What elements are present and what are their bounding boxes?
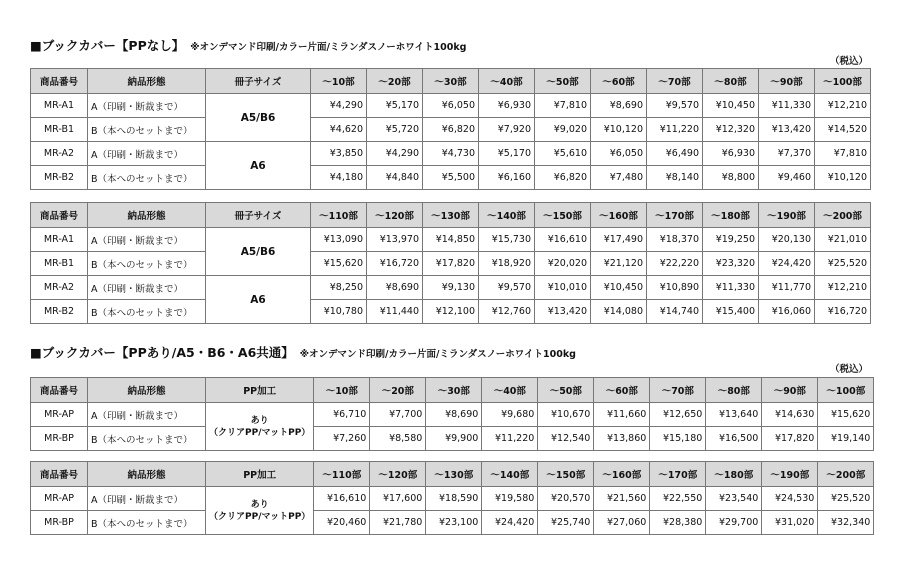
price-cell: ¥8,800 bbox=[703, 166, 759, 190]
delivery-type: A（印刷・断裁まで） bbox=[88, 403, 206, 427]
column-header: 納品形態 bbox=[88, 69, 206, 94]
price-cell: ¥23,320 bbox=[703, 252, 759, 276]
section-note: ※オンデマンド印刷/カラー片面/ミランダスノーホワイト100kg bbox=[190, 42, 467, 53]
product-code: MR-B1 bbox=[31, 252, 88, 276]
delivery-type: B（本へのセットまで） bbox=[88, 511, 206, 535]
size-group-cell bbox=[206, 487, 314, 535]
price-cell: ¥15,180 bbox=[650, 427, 706, 451]
price-cell: ¥7,920 bbox=[479, 118, 535, 142]
product-code: MR-B2 bbox=[31, 300, 88, 324]
column-header: 商品番号 bbox=[31, 378, 88, 403]
price-cell: ¥3,850 bbox=[311, 142, 367, 166]
column-header: ～20部 bbox=[370, 378, 426, 403]
column-header: ～60部 bbox=[591, 69, 647, 94]
price-cell: ¥10,450 bbox=[703, 94, 759, 118]
column-header: ～40部 bbox=[479, 69, 535, 94]
column-header: ～70部 bbox=[647, 69, 703, 94]
price-cell: ¥13,090 bbox=[311, 228, 367, 252]
price-cell: ¥19,580 bbox=[482, 487, 538, 511]
price-cell: ¥18,920 bbox=[479, 252, 535, 276]
column-header: ～130部 bbox=[423, 203, 479, 228]
column-header: PP加工 bbox=[206, 378, 314, 403]
price-cell: ¥16,610 bbox=[535, 228, 591, 252]
column-header: ～60部 bbox=[594, 378, 650, 403]
column-header: ～80部 bbox=[703, 69, 759, 94]
product-code: MR-BP bbox=[31, 511, 88, 535]
section-title-text: ■ブックカバー【PPあり/A5・B6・A6共通】 bbox=[30, 345, 294, 360]
delivery-type: B（本へのセットまで） bbox=[88, 300, 206, 324]
price-cell: ¥11,220 bbox=[482, 427, 538, 451]
price-cell: ¥11,770 bbox=[759, 276, 815, 300]
size-group-cell bbox=[206, 94, 311, 142]
price-cell: ¥25,740 bbox=[538, 511, 594, 535]
column-header: ～40部 bbox=[482, 378, 538, 403]
price-cell: ¥4,730 bbox=[423, 142, 479, 166]
price-cell: ¥23,540 bbox=[706, 487, 762, 511]
delivery-type: A（印刷・断裁まで） bbox=[88, 142, 206, 166]
price-table bbox=[30, 68, 871, 190]
column-header: ～100部 bbox=[815, 69, 871, 94]
price-cell: ¥6,710 bbox=[314, 403, 370, 427]
column-header: ～160部 bbox=[594, 462, 650, 487]
price-cell: ¥7,260 bbox=[314, 427, 370, 451]
price-cell: ¥11,660 bbox=[594, 403, 650, 427]
price-cell: ¥5,500 bbox=[423, 166, 479, 190]
price-cell: ¥15,620 bbox=[818, 403, 874, 427]
column-header: ～180部 bbox=[703, 203, 759, 228]
price-cell: ¥21,780 bbox=[370, 511, 426, 535]
delivery-type: A（印刷・断裁まで） bbox=[88, 94, 206, 118]
product-code: MR-A1 bbox=[31, 228, 88, 252]
column-header: ～200部 bbox=[815, 203, 871, 228]
column-header: 商品番号 bbox=[31, 462, 88, 487]
price-cell: ¥17,820 bbox=[762, 427, 818, 451]
delivery-type: A（印刷・断裁まで） bbox=[88, 228, 206, 252]
price-cell: ¥25,520 bbox=[818, 487, 874, 511]
price-cell: ¥10,450 bbox=[591, 276, 647, 300]
product-code: MR-AP bbox=[31, 403, 88, 427]
price-cell: ¥15,730 bbox=[479, 228, 535, 252]
price-cell: ¥14,850 bbox=[423, 228, 479, 252]
price-cell: ¥11,330 bbox=[759, 94, 815, 118]
price-cell: ¥7,700 bbox=[370, 403, 426, 427]
column-header: ～190部 bbox=[762, 462, 818, 487]
price-cell: ¥6,160 bbox=[479, 166, 535, 190]
price-cell: ¥17,820 bbox=[423, 252, 479, 276]
price-cell: ¥22,550 bbox=[650, 487, 706, 511]
price-cell: ¥8,250 bbox=[311, 276, 367, 300]
tax-included-label: （税込） bbox=[829, 56, 868, 67]
table-row bbox=[31, 118, 871, 142]
column-header: 納品形態 bbox=[88, 378, 206, 403]
size-group-cell bbox=[206, 403, 314, 451]
price-cell: ¥9,020 bbox=[535, 118, 591, 142]
product-code: MR-BP bbox=[31, 427, 88, 451]
price-cell: ¥20,020 bbox=[535, 252, 591, 276]
price-cell: ¥13,420 bbox=[759, 118, 815, 142]
column-header: 冊子サイズ bbox=[206, 203, 311, 228]
price-cell: ¥4,290 bbox=[311, 94, 367, 118]
column-header: ～130部 bbox=[426, 462, 482, 487]
column-header: PP加工 bbox=[206, 462, 314, 487]
product-code: MR-A1 bbox=[31, 94, 88, 118]
column-header: ～20部 bbox=[367, 69, 423, 94]
price-cell: ¥22,220 bbox=[647, 252, 703, 276]
price-table bbox=[30, 377, 874, 451]
table-row bbox=[31, 228, 871, 252]
price-cell: ¥28,380 bbox=[650, 511, 706, 535]
product-code: MR-B2 bbox=[31, 166, 88, 190]
price-cell: ¥6,820 bbox=[535, 166, 591, 190]
price-cell: ¥13,970 bbox=[367, 228, 423, 252]
column-header: ～140部 bbox=[479, 203, 535, 228]
column-header: ～90部 bbox=[759, 69, 815, 94]
price-cell: ¥9,900 bbox=[426, 427, 482, 451]
group-label: A6 bbox=[250, 159, 266, 172]
product-code: MR-A2 bbox=[31, 276, 88, 300]
table-row bbox=[31, 403, 874, 427]
price-cell: ¥4,290 bbox=[367, 142, 423, 166]
price-cell: ¥12,210 bbox=[815, 94, 871, 118]
column-header: ～170部 bbox=[647, 203, 703, 228]
price-cell: ¥20,130 bbox=[759, 228, 815, 252]
header-row bbox=[31, 69, 871, 94]
price-cell: ¥10,010 bbox=[535, 276, 591, 300]
column-header: ～170部 bbox=[650, 462, 706, 487]
price-cell: ¥18,590 bbox=[426, 487, 482, 511]
column-header: ～160部 bbox=[591, 203, 647, 228]
price-cell: ¥4,180 bbox=[311, 166, 367, 190]
column-header: ～110部 bbox=[314, 462, 370, 487]
price-cell: ¥10,890 bbox=[647, 276, 703, 300]
price-cell: ¥4,620 bbox=[311, 118, 367, 142]
price-cell: ¥11,440 bbox=[367, 300, 423, 324]
price-cell: ¥29,700 bbox=[706, 511, 762, 535]
product-code: MR-A2 bbox=[31, 142, 88, 166]
table-row bbox=[31, 427, 874, 451]
price-cell: ¥12,540 bbox=[538, 427, 594, 451]
price-cell: ¥6,930 bbox=[479, 94, 535, 118]
price-cell: ¥11,330 bbox=[703, 276, 759, 300]
price-cell: ¥6,930 bbox=[703, 142, 759, 166]
price-cell: ¥15,620 bbox=[311, 252, 367, 276]
tax-included-label: （税込） bbox=[829, 364, 868, 375]
price-cell: ¥6,050 bbox=[423, 94, 479, 118]
price-cell: ¥13,860 bbox=[594, 427, 650, 451]
price-cell: ¥21,120 bbox=[591, 252, 647, 276]
price-cell: ¥5,170 bbox=[479, 142, 535, 166]
header-row bbox=[31, 462, 874, 487]
price-cell: ¥12,650 bbox=[650, 403, 706, 427]
price-cell: ¥17,600 bbox=[370, 487, 426, 511]
column-header: 納品形態 bbox=[88, 203, 206, 228]
price-cell: ¥10,780 bbox=[311, 300, 367, 324]
price-cell: ¥12,760 bbox=[479, 300, 535, 324]
delivery-type: B（本へのセットまで） bbox=[88, 166, 206, 190]
header-row bbox=[31, 378, 874, 403]
price-cell: ¥16,500 bbox=[706, 427, 762, 451]
section-note: ※オンデマンド印刷/カラー片面/ミランダスノーホワイト100kg bbox=[299, 349, 576, 360]
group-label: A6 bbox=[250, 293, 266, 306]
section-title bbox=[30, 36, 466, 54]
size-group-cell bbox=[206, 142, 311, 190]
price-cell: ¥7,810 bbox=[815, 142, 871, 166]
table-row bbox=[31, 142, 871, 166]
column-header: ～30部 bbox=[426, 378, 482, 403]
price-cell: ¥27,060 bbox=[594, 511, 650, 535]
price-cell: ¥8,690 bbox=[367, 276, 423, 300]
column-header: 商品番号 bbox=[31, 69, 88, 94]
price-cell: ¥5,610 bbox=[535, 142, 591, 166]
price-cell: ¥16,060 bbox=[759, 300, 815, 324]
price-cell: ¥7,810 bbox=[535, 94, 591, 118]
column-header: ～150部 bbox=[538, 462, 594, 487]
group-label: A5/B6 bbox=[240, 245, 276, 258]
delivery-type: B（本へのセットまで） bbox=[88, 427, 206, 451]
table-row bbox=[31, 94, 871, 118]
price-cell: ¥19,140 bbox=[818, 427, 874, 451]
price-cell: ¥17,490 bbox=[591, 228, 647, 252]
price-cell: ¥14,520 bbox=[815, 118, 871, 142]
column-header: ～150部 bbox=[535, 203, 591, 228]
table-row bbox=[31, 252, 871, 276]
column-header: ～10部 bbox=[311, 69, 367, 94]
price-cell: ¥5,170 bbox=[367, 94, 423, 118]
column-header: ～10部 bbox=[314, 378, 370, 403]
column-header: ～100部 bbox=[818, 378, 874, 403]
delivery-type: B（本へのセットまで） bbox=[88, 252, 206, 276]
price-cell: ¥13,640 bbox=[706, 403, 762, 427]
price-cell: ¥12,100 bbox=[423, 300, 479, 324]
price-cell: ¥14,080 bbox=[591, 300, 647, 324]
price-table bbox=[30, 461, 874, 535]
table-row bbox=[31, 276, 871, 300]
price-cell: ¥10,120 bbox=[591, 118, 647, 142]
column-header: ～200部 bbox=[818, 462, 874, 487]
price-cell: ¥9,570 bbox=[479, 276, 535, 300]
price-cell: ¥15,400 bbox=[703, 300, 759, 324]
price-cell: ¥4,840 bbox=[367, 166, 423, 190]
price-cell: ¥31,020 bbox=[762, 511, 818, 535]
column-header: ～110部 bbox=[311, 203, 367, 228]
delivery-type: A（印刷・断裁まで） bbox=[88, 487, 206, 511]
price-cell: ¥24,420 bbox=[759, 252, 815, 276]
column-header: ～70部 bbox=[650, 378, 706, 403]
column-header: ～50部 bbox=[538, 378, 594, 403]
product-code: MR-AP bbox=[31, 487, 88, 511]
column-header: ～80部 bbox=[706, 378, 762, 403]
column-header: ～120部 bbox=[370, 462, 426, 487]
group-label: あり bbox=[250, 415, 269, 426]
table-row bbox=[31, 300, 871, 324]
price-cell: ¥12,320 bbox=[703, 118, 759, 142]
price-cell: ¥18,370 bbox=[647, 228, 703, 252]
price-cell: ¥21,010 bbox=[815, 228, 871, 252]
price-cell: ¥16,610 bbox=[314, 487, 370, 511]
delivery-type: B（本へのセットまで） bbox=[88, 118, 206, 142]
price-table bbox=[30, 202, 871, 324]
column-header: ～190部 bbox=[759, 203, 815, 228]
price-cell: ¥8,580 bbox=[370, 427, 426, 451]
price-cell: ¥32,340 bbox=[818, 511, 874, 535]
column-header: 冊子サイズ bbox=[206, 69, 311, 94]
price-cell: ¥8,690 bbox=[591, 94, 647, 118]
price-cell: ¥12,210 bbox=[815, 276, 871, 300]
price-cell: ¥8,690 bbox=[426, 403, 482, 427]
price-cell: ¥11,220 bbox=[647, 118, 703, 142]
price-cell: ¥9,680 bbox=[482, 403, 538, 427]
size-group-cell bbox=[206, 276, 311, 324]
price-cell: ¥6,490 bbox=[647, 142, 703, 166]
column-header: ～140部 bbox=[482, 462, 538, 487]
price-cell: ¥5,720 bbox=[367, 118, 423, 142]
price-cell: ¥10,120 bbox=[815, 166, 871, 190]
column-header: ～30部 bbox=[423, 69, 479, 94]
column-header: ～90部 bbox=[762, 378, 818, 403]
column-header: ～50部 bbox=[535, 69, 591, 94]
price-cell: ¥14,630 bbox=[762, 403, 818, 427]
price-cell: ¥10,670 bbox=[538, 403, 594, 427]
column-header: 商品番号 bbox=[31, 203, 88, 228]
price-cell: ¥7,370 bbox=[759, 142, 815, 166]
price-cell: ¥13,420 bbox=[535, 300, 591, 324]
delivery-type: A（印刷・断裁まで） bbox=[88, 276, 206, 300]
price-cell: ¥14,740 bbox=[647, 300, 703, 324]
size-group-cell bbox=[206, 228, 311, 276]
price-cell: ¥23,100 bbox=[426, 511, 482, 535]
product-code: MR-B1 bbox=[31, 118, 88, 142]
price-cell: ¥9,130 bbox=[423, 276, 479, 300]
price-cell: ¥6,050 bbox=[591, 142, 647, 166]
price-cell: ¥8,140 bbox=[647, 166, 703, 190]
price-cell: ¥24,530 bbox=[762, 487, 818, 511]
price-cell: ¥7,480 bbox=[591, 166, 647, 190]
column-header: ～180部 bbox=[706, 462, 762, 487]
price-cell: ¥6,820 bbox=[423, 118, 479, 142]
section-title bbox=[30, 343, 576, 361]
price-cell: ¥25,520 bbox=[815, 252, 871, 276]
section-title-text: ■ブックカバー【PPなし】 bbox=[30, 38, 185, 53]
price-cell: ¥9,570 bbox=[647, 94, 703, 118]
column-header: 納品形態 bbox=[88, 462, 206, 487]
price-cell: ¥9,460 bbox=[759, 166, 815, 190]
price-cell: ¥19,250 bbox=[703, 228, 759, 252]
group-label: あり bbox=[250, 499, 269, 510]
price-cell: ¥20,570 bbox=[538, 487, 594, 511]
group-label: A5/B6 bbox=[240, 111, 276, 124]
column-header: ～120部 bbox=[367, 203, 423, 228]
group-sublabel: （クリアPP/マットPP） bbox=[209, 427, 311, 438]
group-sublabel: （クリアPP/マットPP） bbox=[209, 511, 311, 522]
table-row bbox=[31, 511, 874, 535]
price-cell: ¥20,460 bbox=[314, 511, 370, 535]
header-row bbox=[31, 203, 871, 228]
price-cell: ¥16,720 bbox=[367, 252, 423, 276]
table-row bbox=[31, 166, 871, 190]
table-row bbox=[31, 487, 874, 511]
price-cell: ¥21,560 bbox=[594, 487, 650, 511]
price-cell: ¥24,420 bbox=[482, 511, 538, 535]
price-cell: ¥16,720 bbox=[815, 300, 871, 324]
